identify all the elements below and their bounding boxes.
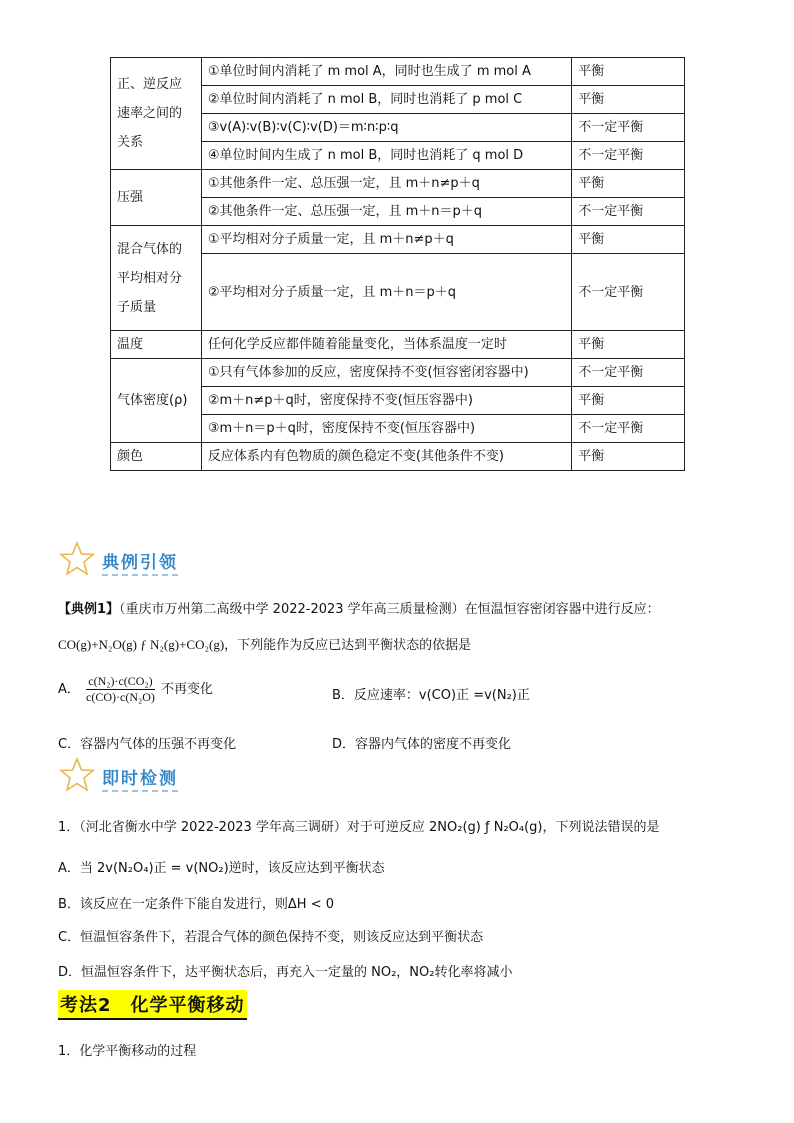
check-option-d: D．恒温恒容条件下，达平衡状态后，再充入一定量的 NO₂，NO₂转化率将减小 <box>58 965 513 980</box>
table-condition-cell: ①其他条件一定、总压强一定，且 m＋n≠p＋q <box>201 170 571 198</box>
fraction-numerator: c(N₂)·c(CO₂) <box>88 674 153 688</box>
table-result-cell: 平衡 <box>572 170 685 198</box>
table-row <box>111 170 685 198</box>
equilibrium-criteria-table <box>110 57 685 471</box>
table-condition-cell: 反应体系内有色物质的颜色稳定不变(其他条件不变) <box>201 443 571 471</box>
kaofa-heading: 考法2 化学平衡移动 <box>58 990 247 1020</box>
table-condition-cell: ④单位时间内生成了 n mol B，同时也消耗了 q mol D <box>201 142 571 170</box>
example-label: 【典例1】 <box>58 602 120 617</box>
check-section-title: 即时检测 <box>102 769 178 789</box>
table-condition-cell: ①平均相对分子质量一定，且 m＋n≠p＋q <box>201 226 571 254</box>
fraction-denominator: c(CO)·c(N₂O) <box>86 690 155 704</box>
table-condition-cell: ③v(A)∶v(B)∶v(C)∶v(D)＝m∶n∶p∶q <box>201 114 571 142</box>
table-category-cell: 颜色 <box>111 443 202 471</box>
table-row <box>111 58 685 86</box>
check-question-1: 1．（河北省衡水中学 2022-2023 学年高三调研）对于可逆反应 2NO₂(g) ƒ N₂O₄(g)，下列说法错误的是 <box>58 820 660 835</box>
table-category-cell: 压强 <box>111 170 202 226</box>
table-result-cell: 平衡 <box>572 226 685 254</box>
example-option-d: D．容器内气体的密度不再变化 <box>332 737 512 752</box>
check-option-a: A．当 2v(N₂O₄)正 = v(NO₂)逆时，该反应达到平衡状态 <box>58 861 385 876</box>
kaofa-subheading: 1．化学平衡移动的过程 <box>58 1044 197 1059</box>
table-condition-cell: ①单位时间内消耗了 m mol A，同时也生成了 m mol A <box>201 58 571 86</box>
concentration-fraction <box>84 674 157 705</box>
section-underline <box>102 790 178 792</box>
example-option-b: B．反应速率：v(CO)正 =v(N₂)正 <box>332 688 530 703</box>
table-category-cell: 混合气体的平均相对分子质量 <box>111 226 202 331</box>
table-row <box>111 443 685 471</box>
example-question-line <box>58 598 660 617</box>
table-category-cell: 正、逆反应速率之间的关系 <box>111 58 202 170</box>
table-result-cell: 不一定平衡 <box>572 142 685 170</box>
table-result-cell: 不一定平衡 <box>572 198 685 226</box>
table-result-cell: 平衡 <box>572 86 685 114</box>
example-equation: CO(g)+N₂O(g) ƒ N₂(g)+CO₂(g)，下列能作为反应已达到平衡状态的依据是 <box>58 637 472 652</box>
table-category-cell: 气体密度(ρ) <box>111 359 202 443</box>
table-condition-cell: ③m＋n＝p＋q时，密度保持不变(恒压容器中) <box>201 415 571 443</box>
table-result-cell: 平衡 <box>572 387 685 415</box>
table-result-cell: 平衡 <box>572 443 685 471</box>
table-condition-cell: ②平均相对分子质量一定，且 m＋n＝p＋q <box>201 254 571 331</box>
star-icon <box>58 540 96 578</box>
table-row <box>111 331 685 359</box>
star-icon <box>58 756 96 794</box>
check-option-b: B．该反应在一定条件下能自发进行，则ΔH < 0 <box>58 897 335 912</box>
table-row <box>111 226 685 254</box>
table-result-cell: 不一定平衡 <box>572 114 685 142</box>
table-condition-cell: ②其他条件一定、总压强一定，且 m＋n＝p＋q <box>201 198 571 226</box>
section-underline <box>102 574 178 576</box>
table-condition-cell: 任何化学反应都伴随着能量变化，当体系温度一定时 <box>201 331 571 359</box>
example-option-a: A． $\frac{\text{c(N₂)·c(CO₂)}}{\text{c(CO)·c(N₂O)}}$ 不再变化 <box>58 674 214 704</box>
table-result-cell: 平衡 <box>572 58 685 86</box>
table-condition-cell: ①只有气体参加的反应，密度保持不变(恒容密闭容器中) <box>201 359 571 387</box>
table-condition-cell: ②单位时间内消耗了 n mol B，同时也消耗了 p mol C <box>201 86 571 114</box>
table-result-cell: 不一定平衡 <box>572 254 685 331</box>
table-result-cell: 不一定平衡 <box>572 359 685 387</box>
table-result-cell: 不一定平衡 <box>572 415 685 443</box>
table-condition-cell: ②m＋n≠p＋q时，密度保持不变(恒压容器中) <box>201 387 571 415</box>
example-option-c: C．容器内气体的压强不再变化 <box>58 737 237 752</box>
table-category-cell: 温度 <box>111 331 202 359</box>
example-section-title: 典例引领 <box>102 553 178 573</box>
check-option-c: C．恒温恒容条件下，若混合气体的颜色保持不变，则该反应达到平衡状态 <box>58 930 484 945</box>
example-source: （重庆市万州第二高级中学 2022-2023 学年高三质量检测）在恒温恒容密闭容器中进行反应： <box>119 602 660 617</box>
table-result-cell: 平衡 <box>572 331 685 359</box>
table-row <box>111 359 685 387</box>
